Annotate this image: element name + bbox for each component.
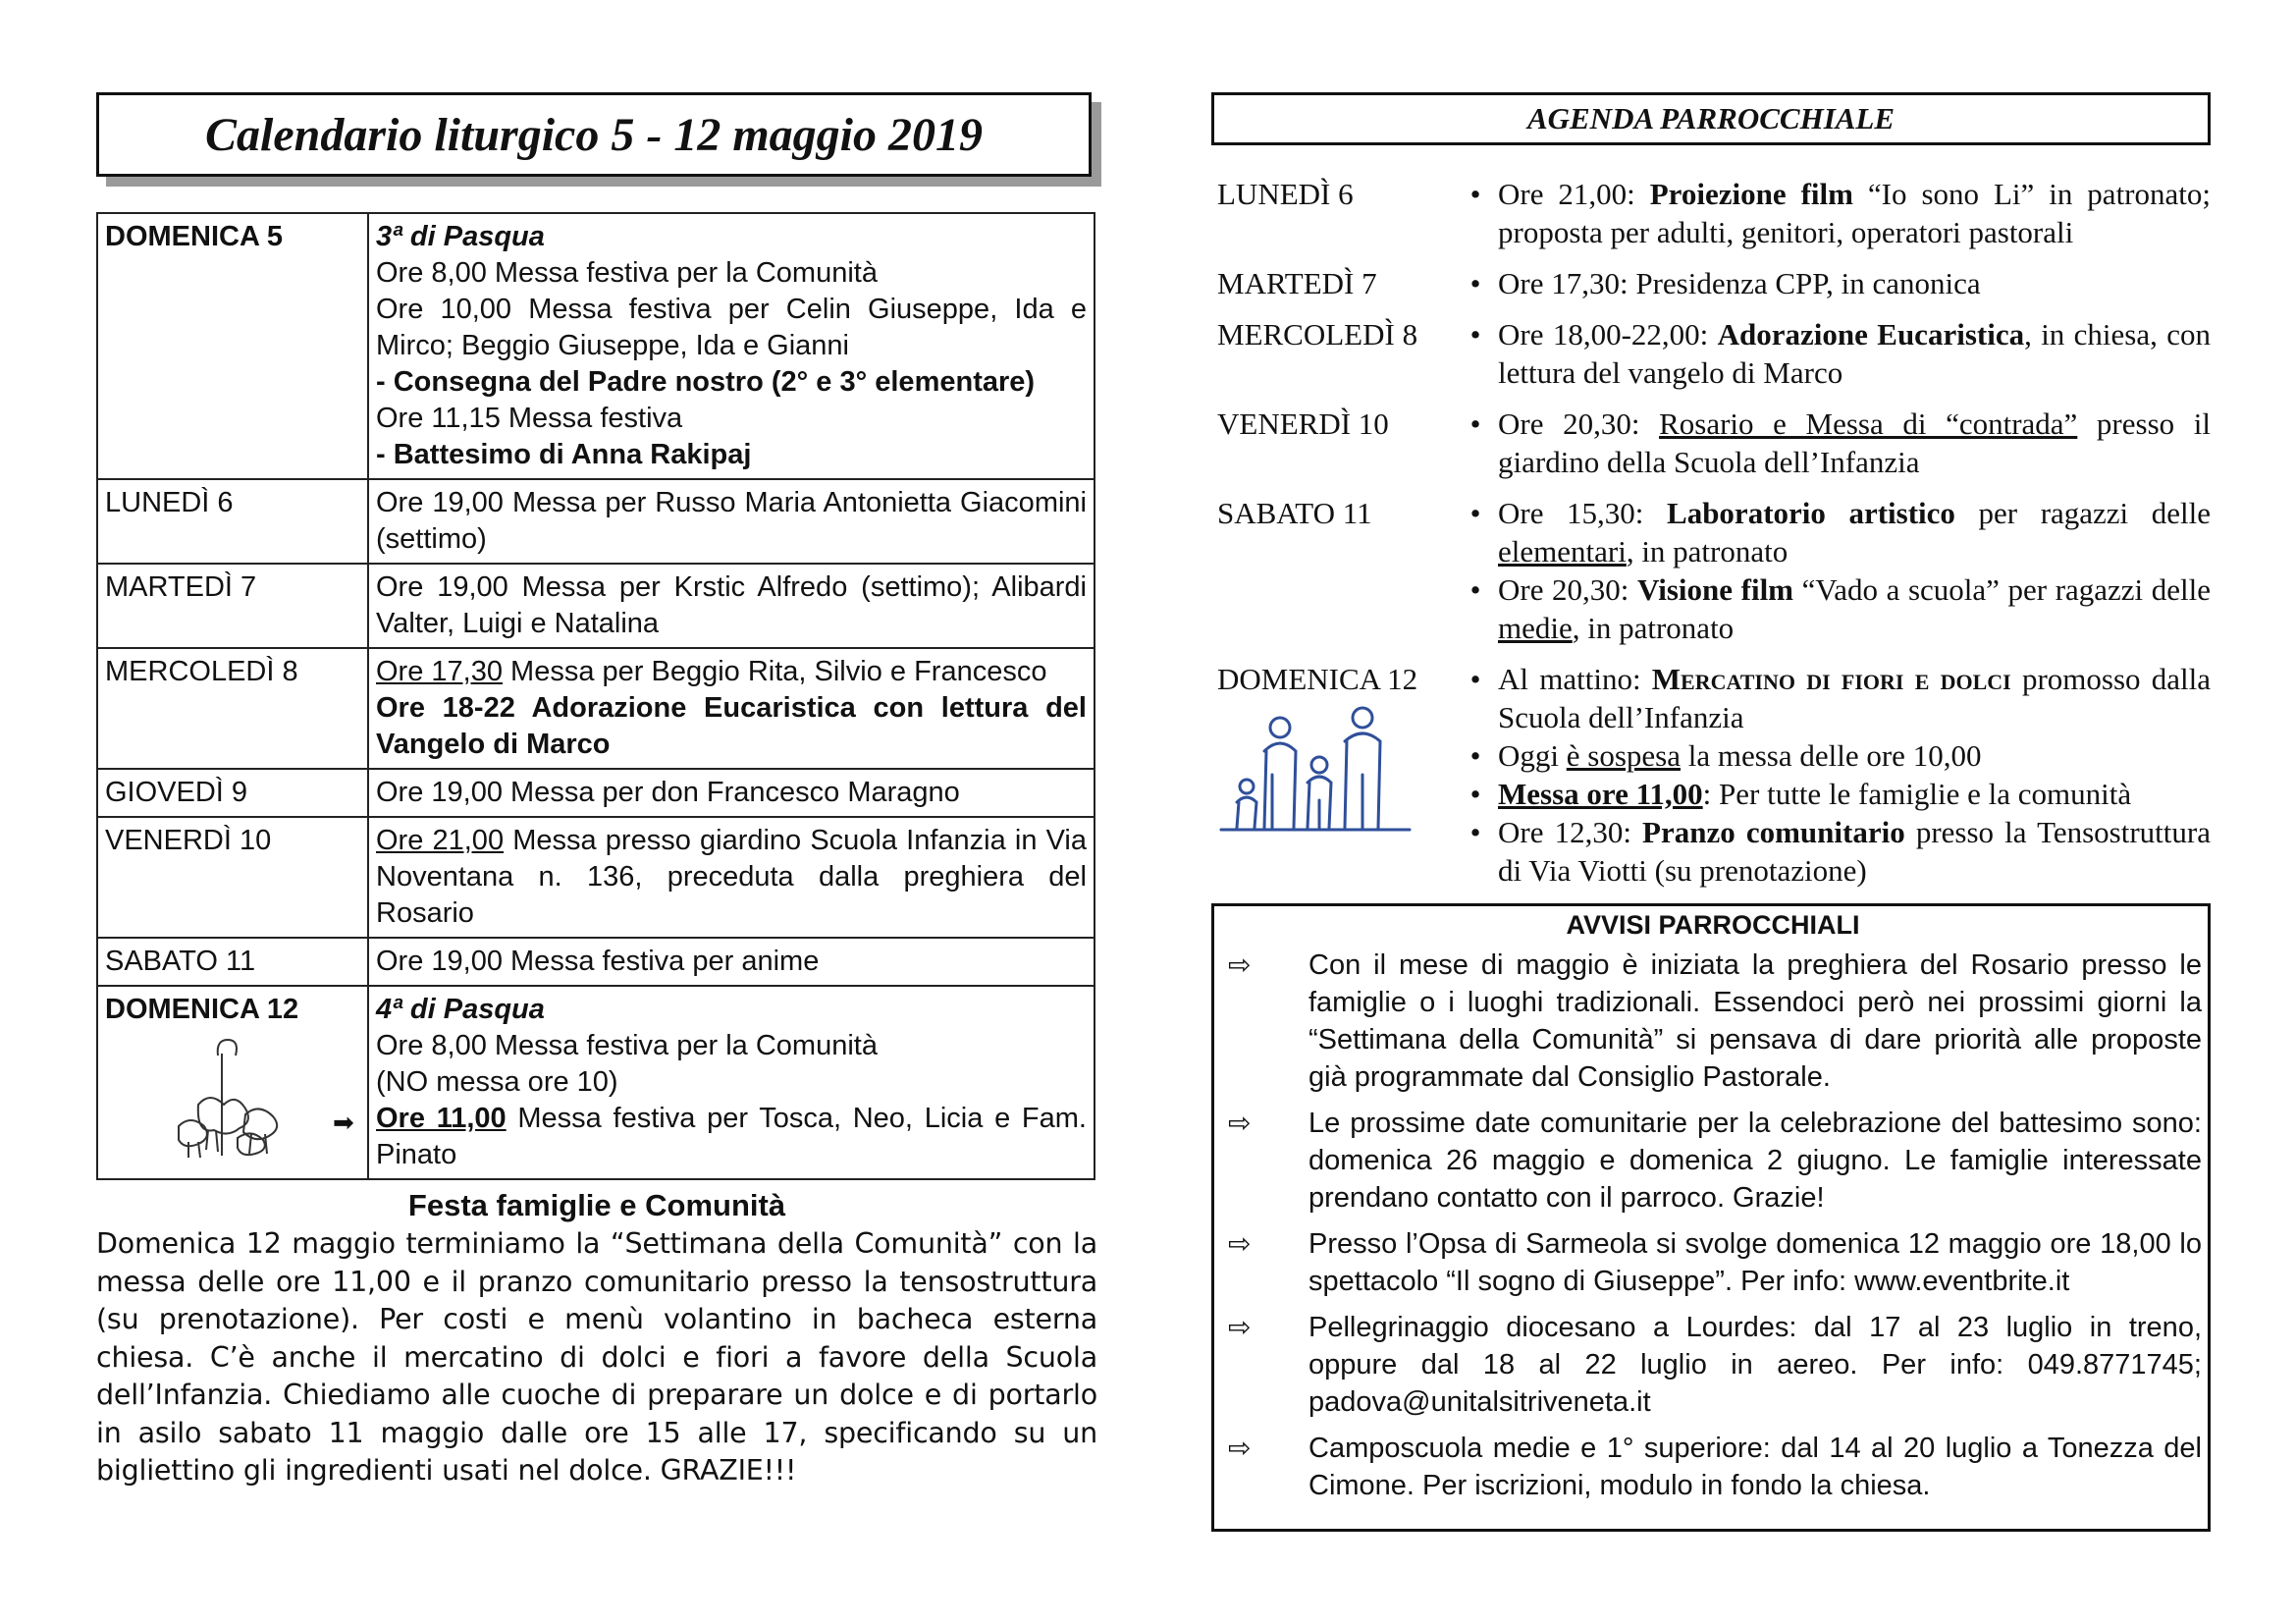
day-cell: MERCOLEDÌ 8	[97, 648, 368, 769]
agenda-row	[1211, 175, 2211, 251]
agenda-item	[1453, 494, 2211, 570]
table-row	[97, 817, 1095, 938]
notice-text: Camposcuola medie e 1° superiore: dal 14 al 20 luglio a Tonezza del Cimone. Per iscrizioni, modulo in fondo la chiesa.	[1308, 1433, 2202, 1501]
event-time: Ore 11,00	[376, 1103, 507, 1134]
item-highlight: Visione film	[1637, 572, 1793, 607]
event-line: Ore 18-22 Adorazione Eucaristica con lettura del Vangelo di Marco	[376, 692, 1087, 760]
item-time: Al mattino:	[1498, 662, 1652, 696]
event-line: Ore 8,00 Messa festiva per la Comunità	[376, 257, 878, 289]
table-row	[97, 938, 1095, 986]
item-time: Ore 12,30:	[1498, 815, 1643, 849]
event-text: Messa presso giardino Scuola Infanzia in Via Noventana n. 136, preceduta dalla preghiera del Rosario	[376, 825, 1087, 929]
agenda-item	[1453, 660, 2211, 736]
arrow-right-icon: ⇨	[1228, 1312, 1252, 1342]
event-line: - Consegna del Padre nostro (2° e 3° elementare)	[376, 366, 1036, 398]
notice-text: Le prossime date comunitarie per la celebrazione del battesimo sono: domenica 26 maggio e domenica 2 giugno. Le famiglie interessate prendano contatto con il parroco. Grazie!	[1308, 1108, 2202, 1214]
item-text: , in patronato	[1572, 611, 1735, 645]
event-line: Ore 11,15 Messa festiva	[376, 403, 683, 434]
item-highlight: Mercatino di fiori e dolci	[1651, 662, 2011, 696]
table-row	[97, 564, 1095, 648]
arrow-right-icon: ⇨	[1228, 949, 1252, 980]
table-row	[97, 769, 1095, 817]
agenda-item-text	[1498, 494, 2211, 570]
agenda-item	[1453, 570, 2211, 647]
day-label: DOMENICA 12	[105, 994, 299, 1025]
events-cell: Ore 19,00 Messa per Russo Maria Antonietta Giacomini (settimo)	[368, 479, 1095, 564]
agenda-item	[1453, 175, 2211, 251]
notices-title: AVVISI PARROCCHIALI	[1566, 910, 1860, 940]
events-cell: Ore 19,00 Messa per don Francesco Maragno	[368, 769, 1095, 817]
item-highlight: Proiezione film	[1649, 177, 1853, 211]
day-cell	[97, 986, 368, 1179]
agenda-item	[1453, 315, 2211, 392]
agenda-item-text	[1498, 315, 2211, 392]
arrow-right-icon: ⇨	[1228, 1108, 1252, 1138]
agenda-day: SABATO 11	[1217, 496, 1372, 530]
item-text: “Io sono Li” in patronato; proposta per adulti, genitori, operatori pastorali	[1498, 177, 2211, 249]
arrow-right-icon: ⇨	[1228, 1228, 1252, 1259]
agenda-items	[1453, 405, 2211, 481]
festa-text: Domenica 12 maggio terminiamo la “Settimana della Comunità” con la messa delle ore 11,00 e il pranzo comunitario presso la tensostruttura (su prenotazione). Per costi e menù volantino in bacheca esterna chiesa. C’è anche il mercatino di dolci e fiori a favore della Scuola dell’Infanzia. Chiediamo alle cuoche di preparare un dolce e di portarlo in asilo sabato 11 maggio dalle ore 15 alle 17, specificando su un bigliettino gli ingredienti usati nel dolce. GRAZIE!!!	[96, 1227, 1097, 1487]
notice-item	[1224, 1309, 2202, 1421]
agenda-item	[1453, 775, 2211, 813]
event-line	[333, 1101, 1087, 1173]
agenda-item-text	[1498, 405, 2211, 481]
item-text: Oggi	[1498, 738, 1567, 773]
arrow-right-icon: ⇨	[1228, 1433, 1252, 1463]
arrow-right-icon: ➡	[333, 1108, 354, 1137]
agenda-items	[1453, 175, 2211, 251]
bullet-icon: •	[1469, 572, 1481, 607]
day-cell: DOMENICA 5	[97, 213, 368, 479]
liturgical-sunday: 4ª di Pasqua	[376, 994, 545, 1025]
item-text: , in patronato	[1626, 534, 1789, 568]
item-time: Ore 15,30:	[1498, 496, 1668, 530]
table-row	[97, 479, 1095, 564]
item-underlined: medie	[1498, 611, 1573, 645]
bullet-icon: •	[1469, 777, 1481, 811]
notice-text: Con il mese di maggio è iniziata la preghiera del Rosario presso le famiglie o i luoghi tradizionali. Essendoci però nei prossimi giorni la “Settimana della Comunità” si pensava di dare priorità alle proposte già programmate dal Consiglio Pastorale.	[1308, 949, 2202, 1093]
agenda-row	[1211, 660, 2211, 890]
item-underlined: elementari	[1498, 534, 1627, 568]
agenda-item	[1453, 405, 2211, 481]
table-row	[97, 213, 1095, 479]
agenda-item-text	[1498, 570, 2211, 647]
agenda-day: MERCOLEDÌ 8	[1217, 317, 1418, 352]
item-time: Ore 20,30:	[1498, 406, 1660, 441]
item-highlight: Rosario e Messa di “contrada”	[1659, 406, 2078, 441]
notice-item	[1224, 1105, 2202, 1217]
agenda-row	[1211, 494, 2211, 647]
calendar-title-frame	[96, 92, 1092, 177]
notice-item	[1224, 947, 2202, 1096]
event-line	[376, 654, 1087, 690]
item-text: “Vado a scuola” per ragazzi delle	[1793, 572, 2211, 607]
agenda-row	[1211, 264, 2211, 302]
agenda-item	[1453, 813, 2211, 890]
event-line: Ore 10,00 Messa festiva per Celin Giuseppe, Ida e Mirco; Beggio Giuseppe, Ida e Gianni	[376, 294, 1087, 361]
item-highlight: Laboratorio artistico	[1667, 496, 1955, 530]
item-text: presso il giardino della Scuola dell’Infanzia	[1498, 406, 2211, 479]
day-cell: GIOVEDÌ 9	[97, 769, 368, 817]
day-cell: VENERDÌ 10	[97, 817, 368, 938]
notice-item	[1224, 1225, 2202, 1300]
event-text: Messa per Beggio Rita, Silvio e Francesco	[502, 656, 1047, 687]
left-column	[96, 92, 1097, 1490]
day-cell: MARTEDÌ 7	[97, 564, 368, 648]
agenda-items	[1453, 660, 2211, 890]
event-line: - Battesimo di Anna Rakipaj	[376, 439, 752, 470]
agenda-day-label: DOMENICA 12	[1217, 662, 1418, 696]
agenda-item-text	[1498, 736, 2211, 775]
item-underlined: è sospesa	[1566, 738, 1681, 773]
agenda-items	[1453, 494, 2211, 647]
item-highlight: Messa ore 11,00	[1498, 777, 1703, 811]
shepherd-with-sheep-illustration	[149, 1036, 306, 1164]
agenda-item-text	[1498, 175, 2211, 251]
bullet-icon: •	[1469, 317, 1481, 352]
agenda-day: VENERDÌ 10	[1217, 406, 1389, 441]
liturgical-calendar-table	[96, 212, 1095, 1180]
notice-text: Pellegrinaggio diocesano a Lourdes: dal 17 al 23 luglio in treno, oppure dal 18 al 22 luglio in aereo. Per info: 049.8771745; padova@unitalsitriveneta.it	[1308, 1312, 2202, 1418]
item-highlight: Pranzo comunitario	[1642, 815, 1905, 849]
agenda-day	[1211, 660, 1453, 890]
right-column	[1211, 92, 2211, 1532]
table-row	[97, 986, 1095, 1179]
agenda-item	[1453, 264, 2211, 302]
events-cell	[333, 986, 1095, 1179]
agenda-items	[1453, 264, 2211, 302]
events-cell	[368, 817, 1095, 938]
agenda-row	[1211, 315, 2211, 392]
bullet-icon: •	[1469, 662, 1481, 696]
liturgical-sunday: 3ª di Pasqua	[376, 221, 545, 252]
events-cell	[368, 213, 1095, 479]
item-text: , in chiesa, con lettura del vangelo di Marco	[1498, 317, 2211, 390]
event-line: (NO messa ore 10)	[376, 1066, 618, 1098]
bullet-icon: •	[1469, 738, 1481, 773]
event-time: Ore 21,00	[376, 825, 505, 856]
item-highlight: Adorazione Eucaristica	[1717, 317, 2025, 352]
item-text: la messa delle ore 10,00	[1680, 738, 1982, 773]
agenda-item-text: Ore 17,30: Presidenza CPP, in canonica	[1498, 266, 1981, 300]
bullet-icon: •	[1469, 177, 1481, 211]
events-cell: Ore 19,00 Messa per Krstic Alfredo (settimo); Alibardi Valter, Luigi e Natalina	[368, 564, 1095, 648]
bullet-icon: •	[1469, 815, 1481, 849]
day-cell: SABATO 11	[97, 938, 368, 986]
events-cell	[368, 648, 1095, 769]
calendar-title: Calendario liturgico 5 - 12 maggio 2019	[96, 92, 1092, 177]
item-time: Ore 21,00:	[1498, 177, 1650, 211]
family-illustration	[1217, 706, 1414, 834]
event-text: Messa festiva per Tosca, Neo, Licia e Fam. Pinato	[376, 1103, 1087, 1170]
bullet-icon: •	[1469, 496, 1481, 530]
agenda-item-text	[1498, 660, 2211, 736]
item-text: presso la Tensostruttura di Via Viotti (su prenotazione)	[1498, 815, 2211, 888]
item-text: : Per tutte le famiglie e la comunità	[1702, 777, 2132, 811]
notice-item	[1224, 1430, 2202, 1504]
agenda-row	[1211, 405, 2211, 481]
parish-agenda	[1211, 175, 2211, 890]
item-text: per ragazzi delle	[1954, 496, 2211, 530]
parish-notices	[1211, 903, 2211, 1532]
agenda-item-text	[1498, 775, 2211, 813]
agenda-title: AGENDA PARROCCHIALE	[1211, 92, 2211, 145]
notice-text: Presso l’Opsa di Sarmeola si svolge domenica 12 maggio ore 18,00 lo spettacolo “Il sogno di Giuseppe”. Per info: www.eventbrite.it	[1308, 1228, 2202, 1297]
bullet-icon: •	[1469, 266, 1481, 300]
event-time: Ore 17,30	[376, 656, 503, 687]
day-cell: LUNEDÌ 6	[97, 479, 368, 564]
item-text: promosso dalla Scuola dell’Infanzia	[1498, 662, 2212, 734]
event-line: Ore 8,00 Messa festiva per la Comunità	[376, 1030, 878, 1061]
item-time: Ore 18,00-22,00:	[1498, 317, 1718, 352]
bullet-icon: •	[1469, 406, 1481, 441]
events-cell: Ore 19,00 Messa festiva per anime	[368, 938, 1095, 986]
agenda-item	[1453, 736, 2211, 775]
festa-title: Festa famiglie e Comunità	[407, 1188, 786, 1222]
agenda-day: MARTEDÌ 7	[1217, 266, 1377, 300]
agenda-items	[1453, 315, 2211, 392]
item-time: Ore 20,30:	[1498, 572, 1638, 607]
table-row	[97, 648, 1095, 769]
agenda-item-text	[1498, 813, 2211, 890]
agenda-day: LUNEDÌ 6	[1217, 177, 1354, 211]
